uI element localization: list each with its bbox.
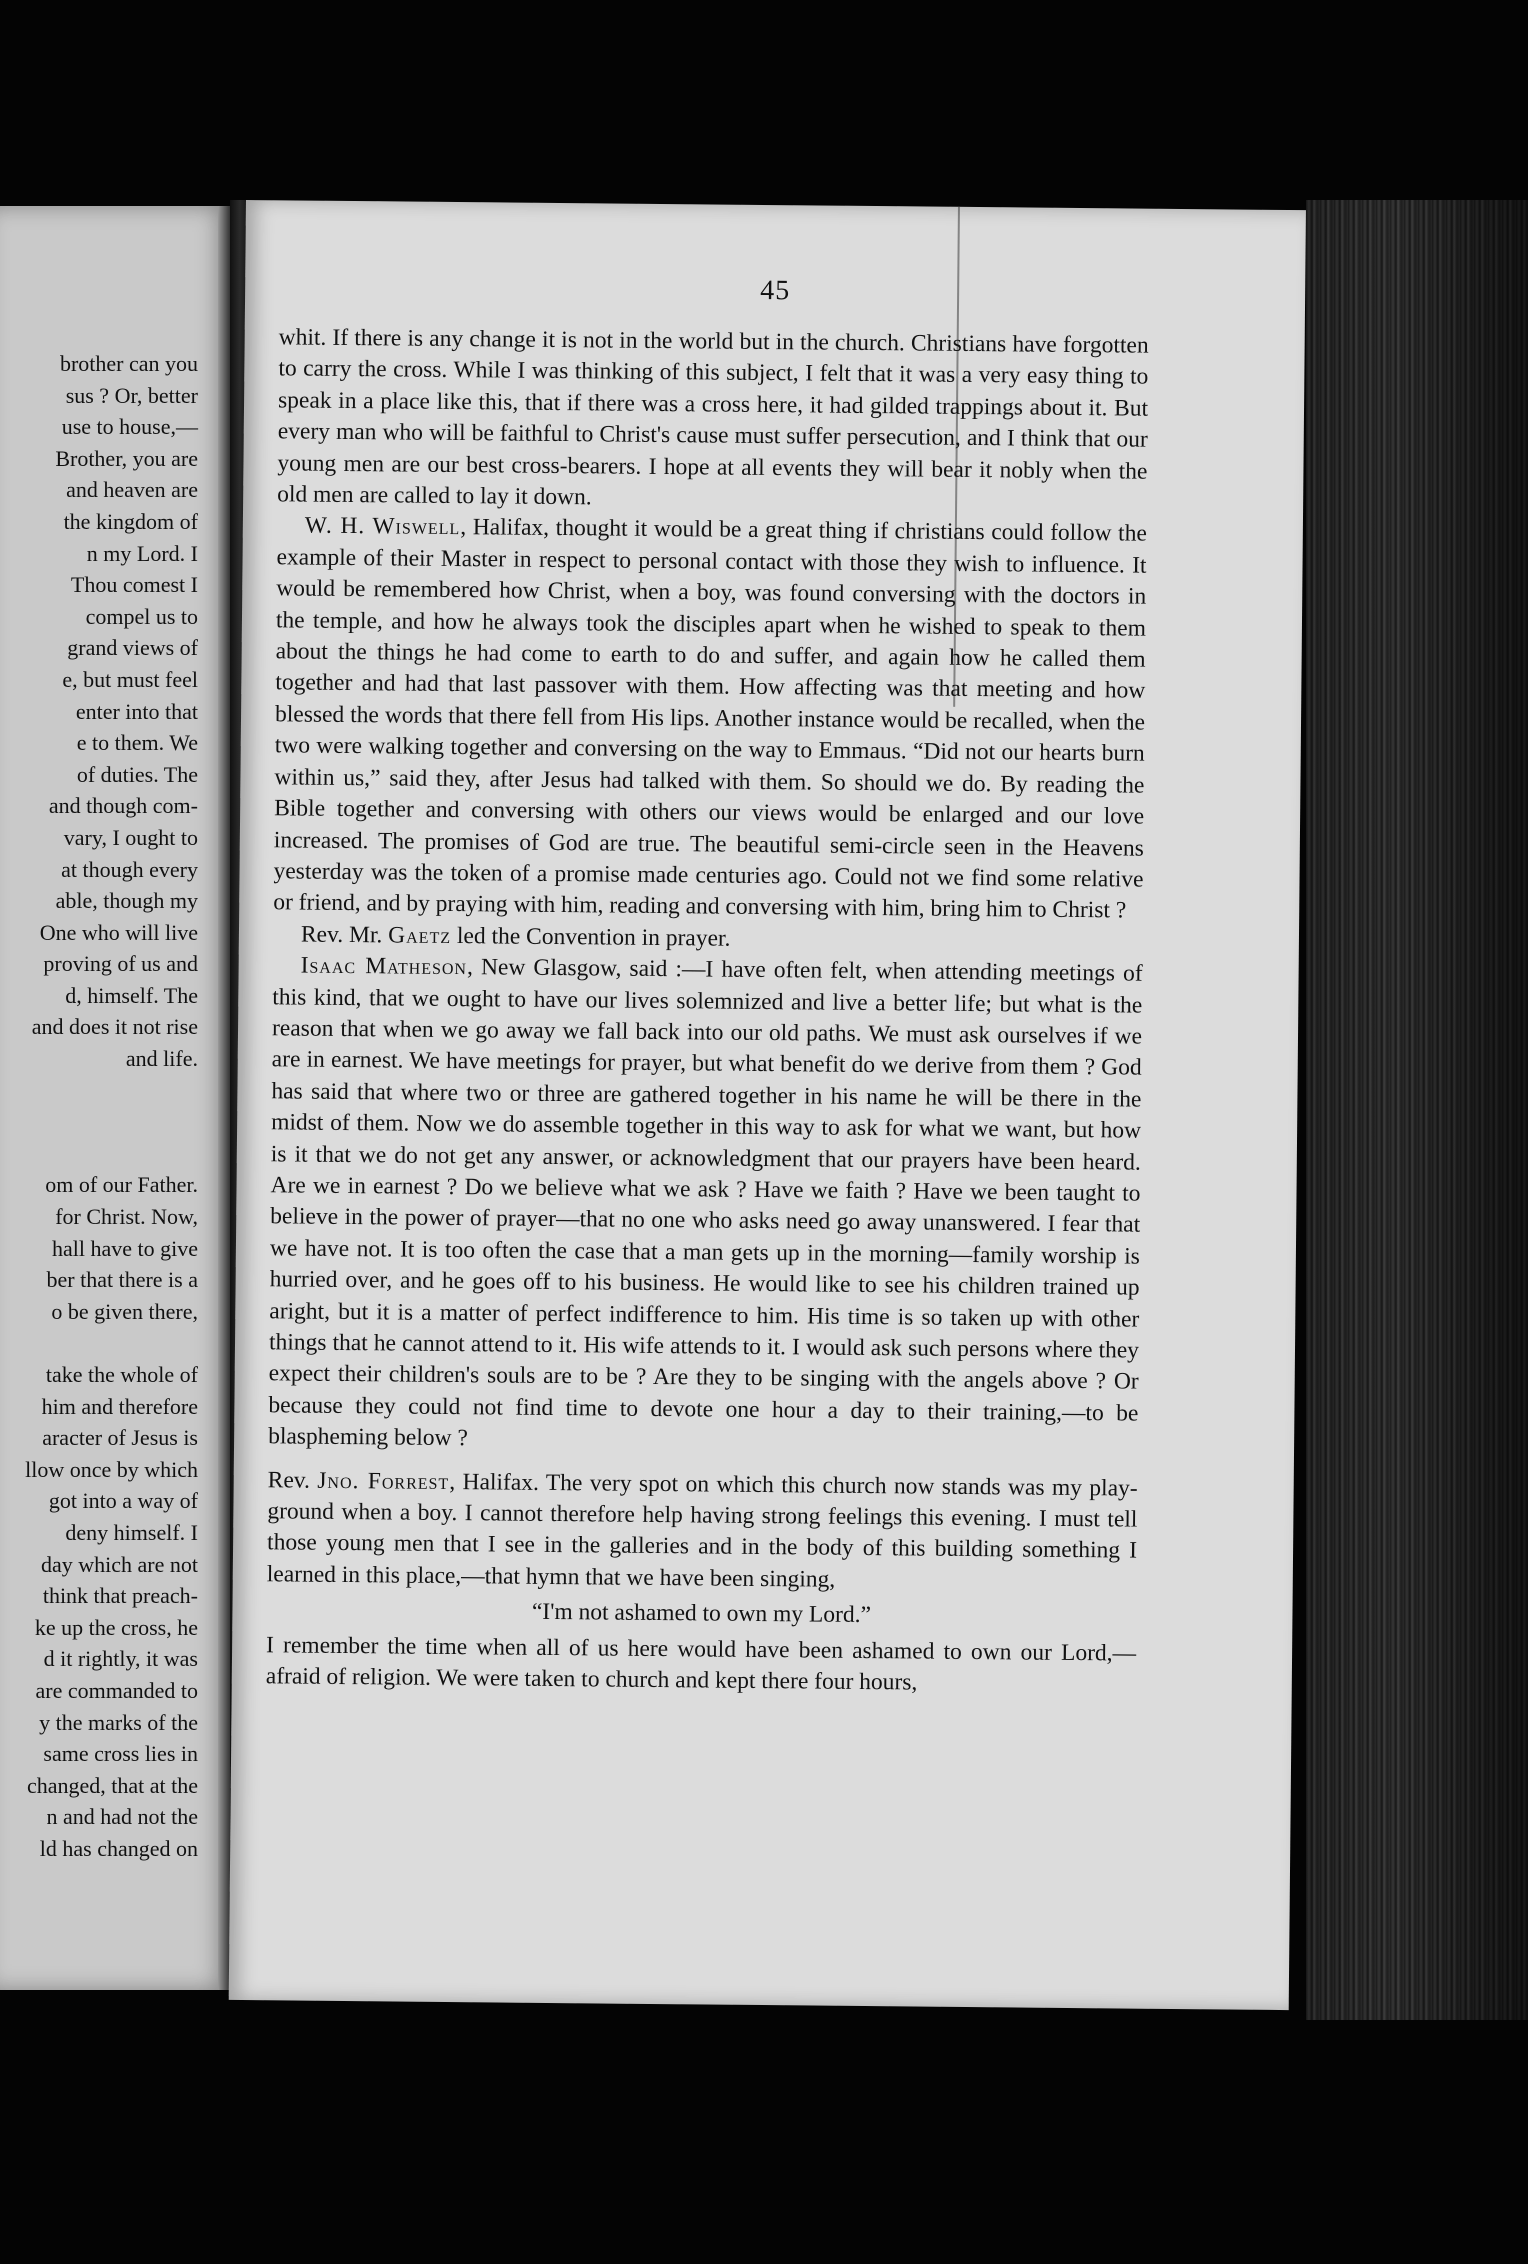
paragraph-text: , Halifax, thought it would be a great thing if christians could follow the example of their Master in respect to personal contact with those they wish to influence. It would be remembered how Christ, when a boy, was found conversing with the doctors in the temple, and how he always took the disciples apart when he wished to speak to them about the things he had come to earth to do and suffer, and again how he called them together and had that last passover with them. How affecting was that meeting and how blessed the words that there fell from His lips. Another instance would be recalled, when the two were walking together and conversing on the way to Emmaus. “Did not our hearts burn within us,” said they, after Jesus had talked with them. So should we do. By reading the Bible together and conversing with others our views would be enlarged and our love increased. The promises of God are true. The beautiful semi-circle seen in the Heavens yesterday was the token of a promise made centuries ago. Could not we find some relative or friend, and by praying with him, reading and conversing with him, bring him to Christ ? (273, 514, 1147, 924)
facing-page-line: d it rightly, it was (43, 1646, 198, 1672)
facing-page-line: and though com- (48, 793, 198, 819)
speaker-name: Jno. Forrest (317, 1467, 450, 1495)
speaker-prefix: Rev. (267, 1466, 318, 1494)
paragraph: whit. If there is any change it is not in the world but in the church. Christians have forgotten to carry the cross. While I was thinking of this subject, I felt that it was a very easy thing to speak in a place like this, that if there was a cross here, it had gilded trappings about it. But every man who will be faithful to Christ's cause must suffer persecution, and I think that our young men are our best cross-bearers. I hope at all events they will bear it nobly when the old men are called to lay it down. (277, 324, 1149, 511)
facing-page-line: of duties. The (76, 761, 198, 787)
facing-page-line: and does it not rise (31, 1014, 198, 1040)
facing-page-line: think that preach- (42, 1583, 198, 1609)
facing-page-line: got into a way of (48, 1488, 198, 1514)
facing-page-line: e to them. We (76, 730, 198, 756)
facing-page-line: d, himself. The (65, 982, 198, 1008)
facing-page-line: changed, that at the (26, 1772, 198, 1798)
paragraph-text: led the Convention in prayer. (450, 922, 731, 952)
facing-page-line (0, 1138, 198, 1170)
facing-page-line: and heaven are (66, 477, 198, 503)
facing-page-line: sus ? Or, better (65, 382, 198, 408)
facing-page-line: compel us to (85, 603, 198, 629)
speaker-name: Gaetz (388, 922, 452, 949)
facing-page-line: om of our Father. (45, 1172, 198, 1198)
facing-page-text (0, 348, 198, 1865)
speaker-prefix: Rev. Mr. (300, 921, 389, 949)
paragraph (273, 511, 1147, 928)
facing-page-line: n and had not the (46, 1804, 198, 1830)
facing-page-line: Brother, you are (55, 445, 198, 471)
facing-page-line: him and therefore (41, 1393, 198, 1419)
facing-page-line: llow once by which (25, 1456, 198, 1482)
paragraph (267, 1465, 1138, 1599)
paragraph (268, 950, 1143, 1461)
facing-page-line: grand views of (67, 635, 198, 661)
facing-page-line: proving of us and (43, 951, 198, 977)
main-page (229, 200, 1306, 2010)
facing-page-line: ber that there is a (46, 1267, 198, 1293)
facing-page-line: ke up the cross, he (34, 1614, 198, 1640)
facing-page-line (0, 1075, 198, 1107)
facing-page-line: take the whole of (45, 1362, 198, 1387)
facing-page-line: the kingdom of (63, 508, 198, 534)
paragraph-text: , New Glasgow, said :—I have often felt, when attending meetings of this kind, that we ought to have our lives solemnized and live a better life; but what is the reason that when we go away we fall back into our old paths. We must ask ourselves if we are in earnest. We have meetings for prayer, but what benefit do we derive from them ? God has said that where two or three are gathered together in his name he will be there in the midst of them. Now we do assemble together in this way to ask for what we want, but how is it that we do not get any answer, or acknowledgment that our prayers have been heard. Are we in earnest ? Do we believe what we ask ? Have we faith ? Have we been taught to believe in the power of prayer—that no one who asks need go away unanswered. I fear that we have not. It is too often the case that a man gets up in the morning—family worship is hurried over, and he goes off to his business. He would like to see his children trained up aright, but it is a matter of perfect indifference to him. His time is so taken up with other things that he cannot attend to it. His wife attends to it. I would ask such persons where they expect their children's souls are to be ? Are they to be singing with the angels above ? Or because they could not find time to devote one hour a day to their training,—to be blaspheming below ? (268, 954, 1143, 1452)
facing-page-line: enter into that (75, 698, 198, 724)
facing-page-line: o be given there, (51, 1298, 198, 1324)
facing-page-line: deny himself. I (65, 1519, 198, 1545)
facing-page-line: e, but must feel (62, 666, 198, 692)
facing-page-line: n my Lord. I (86, 540, 198, 566)
paragraph: I remember the time when all of us here would have been ashamed to own our Lord,—afraid of religion. We were taken to church and kept there four hours, (265, 1631, 1137, 1696)
facing-page-line: One who will live (39, 919, 198, 945)
book-edge-shadow (1306, 200, 1528, 2020)
speaker-name: W. H. Wiswell (304, 513, 461, 541)
facing-page-line: at though every (61, 856, 198, 882)
facing-page-left (0, 206, 232, 1990)
facing-page-line: same cross lies in (43, 1741, 198, 1767)
facing-page-line: for Christ. Now, (55, 1204, 198, 1230)
facing-page-line: able, though my (55, 888, 198, 914)
facing-page-line (0, 1106, 198, 1138)
facing-page-line: aracter of Jesus is (42, 1425, 198, 1451)
speaker-name: Isaac Matheson (300, 952, 468, 981)
facing-page-line (0, 1327, 198, 1359)
facing-page-line: use to house,— (61, 414, 198, 440)
facing-page-line: day which are not (41, 1551, 198, 1577)
body-text (266, 322, 1149, 1701)
facing-page-line: are commanded to (35, 1677, 198, 1703)
facing-page-line: vary, I ought to (63, 824, 198, 850)
facing-page-line: hall have to give (51, 1235, 198, 1261)
hymn-quote: “I'm not ashamed to own my Lord.” (531, 1599, 872, 1629)
page-number: 45 (760, 274, 791, 307)
facing-page-line: brother can you (59, 351, 198, 376)
facing-page-line: y the marks of the (39, 1709, 198, 1735)
facing-page-line: and life. (125, 1046, 198, 1072)
paragraph-text: , Halifax. The very spot on which this church now stands was my play-ground when a boy. I cannot therefore help having strong feelings this evening. I must tell those young men that I see in the galleries and in the body of this building something I learned in this place,—that hymn that we have been singing, (266, 1468, 1138, 1593)
facing-page-line: Thou comest I (70, 572, 198, 598)
facing-page-line: ld has changed on (39, 1835, 198, 1861)
